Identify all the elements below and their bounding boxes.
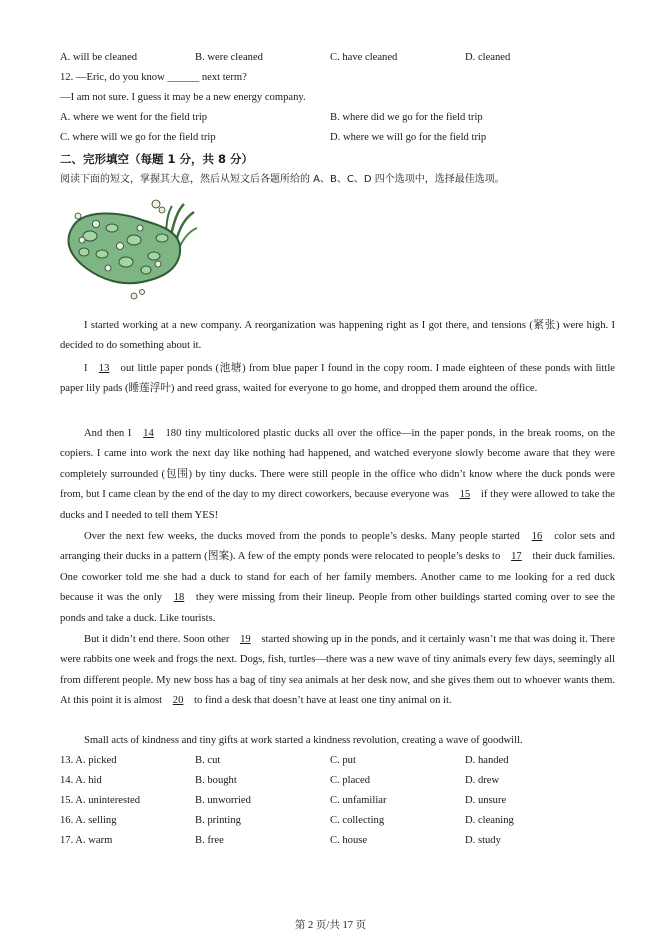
q13-option-d: D. handed (465, 755, 509, 766)
passage-paragraph-6: Small acts of kindness and tiny gifts at work started a kindness revolution, creating a wave of goodwill. (84, 735, 523, 746)
q14-option-a: 14. A. hid (60, 775, 102, 786)
question-17-options (60, 834, 600, 848)
q17-option-a: 17. A. warm (60, 835, 113, 846)
q17-option-d: D. study (465, 835, 501, 846)
q12-option-c: C. where will we go for the field trip (60, 132, 216, 143)
q12-option-a: A. where we went for the field trip (60, 112, 208, 123)
q11-option-a: A. will be cleaned (60, 52, 138, 63)
q11-option-c: C. have cleaned (330, 52, 398, 63)
q15-option-d: D. unsure (465, 795, 507, 806)
page-footer: 第 2 页/共 17 页 (294, 920, 367, 931)
question-15-options (60, 794, 600, 808)
question-13-options (60, 754, 600, 768)
question-16-options (60, 814, 600, 828)
blank-17: 17 (511, 551, 522, 563)
q13-option-c: C. put (330, 755, 356, 766)
q12-options-row2 (60, 131, 600, 145)
q11-options (60, 51, 600, 65)
passage-paragraph-3: And then I 14 180 tiny multicolored plastic ducks all over the office—in the paper ponds, in the break rooms, on the copiers. I came into work the next day like nothing had happened, and watched everyone slowly become aware that they were completely surrounded (包围) by tiny ducks. There were still people in the office who didn’t know where the duck ponds were from, but I came clean by the end of the day to my direct coworkers, because everyone was 15 if they were allowed to take the ducks and I needed to tell them YES! (60, 428, 615, 521)
q16-option-c: C. collecting (330, 815, 385, 826)
q17-option-b: B. free (195, 835, 224, 846)
passage-paragraph-2: I 13 out little paper ponds (池塘) from blue paper I found in the copy room. I made eighteen of these ponds with little paper lily pads (睡莲浮叶) and reed grass, waited for everyone to go home, and dropped them around the office. (60, 363, 615, 395)
passage-paragraph-4: Over the next few weeks, the ducks moved from the ponds to people’s desks. Many people started 16 color sets and arranging their ducks in a pattern (图案). A few of the empty ponds were relocated to people’s desks to 17 their duck families. One coworker told me she had a duck to stand for each of her family members. Another came to me looking for a red duck because it was the only 18 they were missing from their lineup. People from other buildings started coming over to see the ponds and take a duck. Like tourists. (60, 531, 616, 624)
q17-option-c: C. house (330, 835, 368, 846)
blank-18: 18 (173, 592, 185, 604)
q11-option-b: B. were cleaned (195, 52, 263, 63)
q14-option-c: C. placed (330, 775, 371, 786)
blank-14: 14 (143, 428, 154, 439)
q16-option-b: B. printing (195, 815, 241, 826)
q15-option-c: C. unfamiliar (330, 795, 387, 806)
q13-option-a: 13. A. picked (60, 755, 117, 766)
q15-option-b: B. unworried (195, 795, 251, 806)
blank-16: 16 (531, 531, 543, 542)
q12-reply: —I am not sure. I guess it may be a new energy company. (60, 92, 306, 103)
q15-option-a: 15. A. uninterested (60, 795, 141, 806)
q13-option-b: B. cut (195, 755, 221, 766)
passage-paragraph-5: But it didn’t end there. Soon other 19 started showing up in the ponds, and it certainly wasn’t me that was doing it. There were rabbits one week and frogs the next. Dogs, fish, turtles—there was a new wave of tiny animals every few days, seemingly all from different people. My new boss has a bag of tiny sea animals at her desk now, and she gives them out to whoever wants them. At this point it is almost 20 to find a desk that doesn’t have at least one tiny animal on it. (60, 634, 615, 707)
blank-13: 13 (98, 363, 110, 374)
q16-option-a: 16. A. selling (60, 815, 117, 826)
pond-illustration (62, 198, 198, 306)
blank-19: 19 (240, 634, 251, 645)
section-title: 二、完形填空（每题 1 分，共 8 分） (60, 152, 254, 166)
q14-option-d: D. drew (465, 775, 500, 786)
q11-option-d: D. cleaned (465, 52, 511, 63)
q12-stem: 12. —Eric, do you know ______ next term? (60, 72, 247, 83)
q14-option-b: B. bought (195, 775, 237, 786)
q12-option-d: D. where we will go for the field trip (330, 132, 487, 143)
q16-option-d: D. cleaning (465, 815, 514, 826)
q12-options-row1 (60, 111, 600, 125)
blank-20: 20 (172, 695, 184, 707)
passage-paragraph-1: I started working at a new company. A reorganization was happening right as I got there, and tensions (紧张) were high. I decided to do something about it. (60, 320, 615, 352)
section-instruction: 阅读下面的短文，掌握其大意，然后从短文后各题所给的 A、B、C、D 四个选项中，选择最佳选项。 (60, 174, 505, 185)
question-14-options (60, 774, 600, 788)
q12-option-b: B. where did we go for the field trip (330, 112, 483, 123)
blank-15: 15 (459, 489, 471, 501)
